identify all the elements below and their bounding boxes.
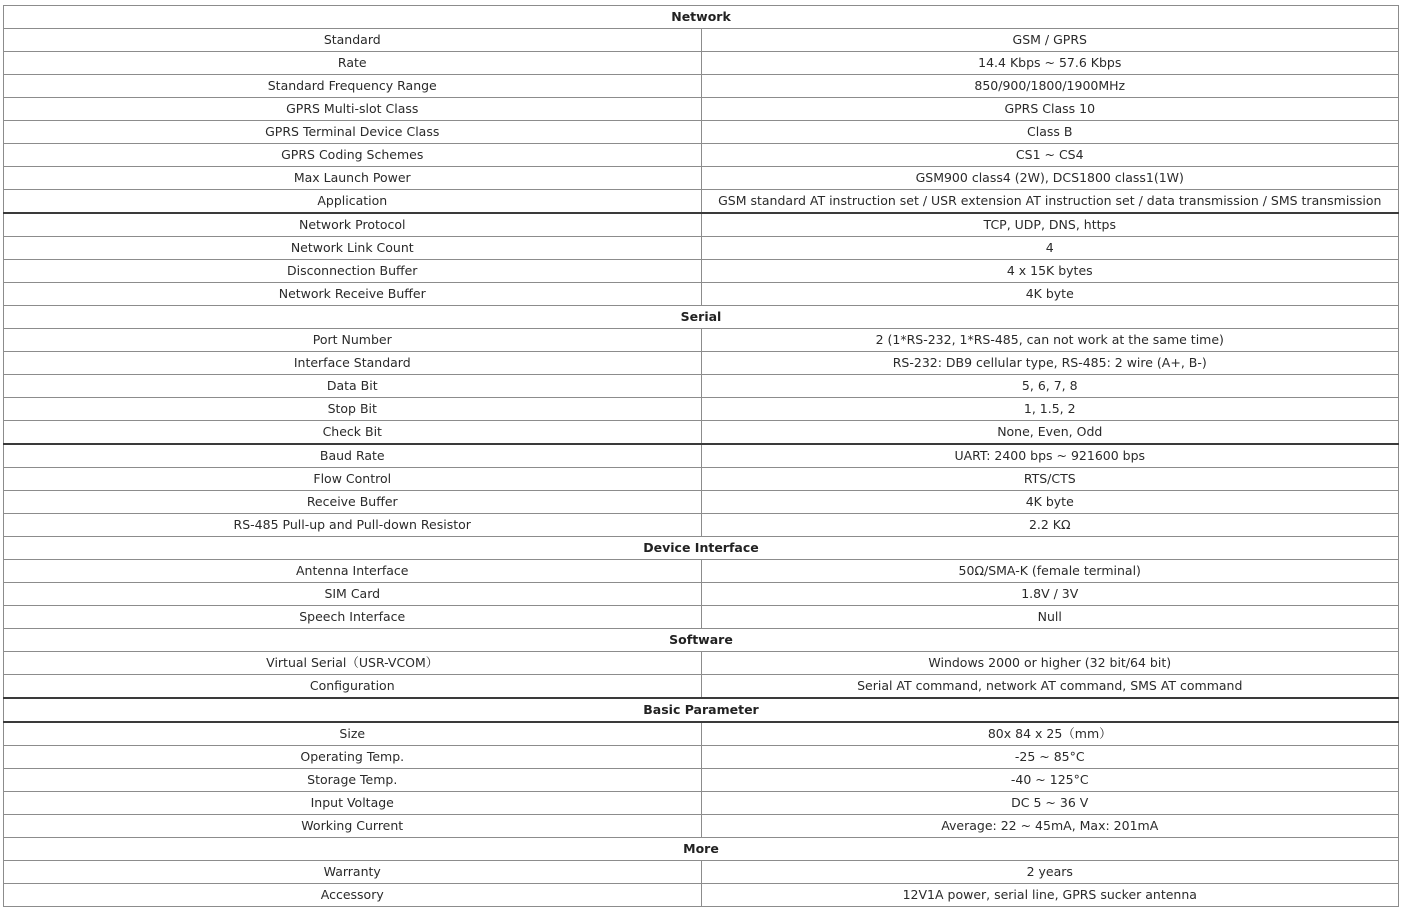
- spec-value: 2 years: [701, 861, 1399, 884]
- spec-label: Size: [4, 722, 702, 746]
- spec-value: 1, 1.5, 2: [701, 398, 1399, 421]
- spec-label: Accessory: [4, 884, 702, 907]
- spec-row: [4, 260, 1399, 283]
- spec-row: [4, 491, 1399, 514]
- spec-value: CS1 ~ CS4: [701, 144, 1399, 167]
- spec-value: Class B: [701, 121, 1399, 144]
- spec-value: 850/900/1800/1900MHz: [701, 75, 1399, 98]
- spec-row: [4, 352, 1399, 375]
- spec-value: 2.2 KΩ: [701, 514, 1399, 537]
- spec-row: [4, 722, 1399, 746]
- spec-value: GSM standard AT instruction set / USR extension AT instruction set / data transmission / SMS transmission: [701, 190, 1399, 214]
- spec-label: SIM Card: [4, 583, 702, 606]
- spec-value: GSM / GPRS: [701, 29, 1399, 52]
- spec-row: [4, 29, 1399, 52]
- spec-row: [4, 398, 1399, 421]
- spec-label: Baud Rate: [4, 444, 702, 468]
- spec-label: Max Launch Power: [4, 167, 702, 190]
- spec-row: [4, 375, 1399, 398]
- spec-value: 5, 6, 7, 8: [701, 375, 1399, 398]
- spec-row: [4, 190, 1399, 214]
- spec-value: Average: 22 ~ 45mA, Max: 201mA: [701, 815, 1399, 838]
- spec-row: [4, 329, 1399, 352]
- spec-row: [4, 52, 1399, 75]
- spec-row: [4, 121, 1399, 144]
- spec-row: [4, 167, 1399, 190]
- spec-row: [4, 75, 1399, 98]
- spec-row: [4, 652, 1399, 675]
- spec-label: Disconnection Buffer: [4, 260, 702, 283]
- spec-label: Antenna Interface: [4, 560, 702, 583]
- section-title: Network: [4, 6, 1399, 29]
- spec-label: GPRS Multi-slot Class: [4, 98, 702, 121]
- spec-label: Standard: [4, 29, 702, 52]
- spec-label: Working Current: [4, 815, 702, 838]
- section-title: Device Interface: [4, 537, 1399, 560]
- spec-row: [4, 421, 1399, 445]
- spec-row: [4, 583, 1399, 606]
- spec-label: Input Voltage: [4, 792, 702, 815]
- spec-value: -40 ~ 125°C: [701, 769, 1399, 792]
- spec-label: Configuration: [4, 675, 702, 699]
- spec-label: Interface Standard: [4, 352, 702, 375]
- spec-value: RS-232: DB9 cellular type, RS-485: 2 wire (A+, B-): [701, 352, 1399, 375]
- spec-label: GPRS Coding Schemes: [4, 144, 702, 167]
- spec-value: 4K byte: [701, 283, 1399, 306]
- spec-row: [4, 98, 1399, 121]
- spec-value: Null: [701, 606, 1399, 629]
- spec-row: [4, 283, 1399, 306]
- spec-value: 4: [701, 237, 1399, 260]
- spec-value: UART: 2400 bps ~ 921600 bps: [701, 444, 1399, 468]
- spec-value: 4 x 15K bytes: [701, 260, 1399, 283]
- section-header-row: [4, 838, 1399, 861]
- spec-value: None, Even, Odd: [701, 421, 1399, 445]
- section-title: Software: [4, 629, 1399, 652]
- spec-value: Serial AT command, network AT command, SMS AT command: [701, 675, 1399, 699]
- spec-label: Network Receive Buffer: [4, 283, 702, 306]
- spec-row: [4, 815, 1399, 838]
- spec-row: [4, 675, 1399, 699]
- spec-value: 2 (1*RS-232, 1*RS-485, can not work at the same time): [701, 329, 1399, 352]
- spec-label: Stop Bit: [4, 398, 702, 421]
- spec-label: Speech Interface: [4, 606, 702, 629]
- spec-row: [4, 514, 1399, 537]
- spec-label: Port Number: [4, 329, 702, 352]
- spec-label: Storage Temp.: [4, 769, 702, 792]
- spec-row: [4, 213, 1399, 237]
- spec-value: 4K byte: [701, 491, 1399, 514]
- spec-value: DC 5 ~ 36 V: [701, 792, 1399, 815]
- spec-value: 80x 84 x 25（mm）: [701, 722, 1399, 746]
- spec-label: Virtual Serial（USR-VCOM）: [4, 652, 702, 675]
- spec-row: [4, 237, 1399, 260]
- spec-row: [4, 144, 1399, 167]
- spec-label: GPRS Terminal Device Class: [4, 121, 702, 144]
- spec-row: [4, 884, 1399, 907]
- spec-row: [4, 861, 1399, 884]
- spec-label: Warranty: [4, 861, 702, 884]
- spec-value: 14.4 Kbps ~ 57.6 Kbps: [701, 52, 1399, 75]
- section-header-row: [4, 698, 1399, 722]
- spec-label: Data Bit: [4, 375, 702, 398]
- spec-value: 1.8V / 3V: [701, 583, 1399, 606]
- spec-label: Rate: [4, 52, 702, 75]
- section-title: More: [4, 838, 1399, 861]
- spec-value: 50Ω/SMA-K (female terminal): [701, 560, 1399, 583]
- section-header-row: [4, 306, 1399, 329]
- spec-value: 12V1A power, serial line, GPRS sucker antenna: [701, 884, 1399, 907]
- spec-label: Flow Control: [4, 468, 702, 491]
- spec-label: Application: [4, 190, 702, 214]
- spec-row: [4, 560, 1399, 583]
- section-header-row: [4, 6, 1399, 29]
- spec-value: TCP, UDP, DNS, https: [701, 213, 1399, 237]
- spec-label: Receive Buffer: [4, 491, 702, 514]
- section-title: Serial: [4, 306, 1399, 329]
- spec-value: GPRS Class 10: [701, 98, 1399, 121]
- spec-row: [4, 769, 1399, 792]
- spec-value: Windows 2000 or higher (32 bit/64 bit): [701, 652, 1399, 675]
- spec-label: Network Protocol: [4, 213, 702, 237]
- section-header-row: [4, 537, 1399, 560]
- spec-table: [3, 5, 1399, 907]
- spec-label: Standard Frequency Range: [4, 75, 702, 98]
- spec-row: [4, 606, 1399, 629]
- spec-table-body: [4, 6, 1399, 907]
- spec-label: RS-485 Pull-up and Pull-down Resistor: [4, 514, 702, 537]
- spec-row: [4, 468, 1399, 491]
- spec-row: [4, 444, 1399, 468]
- spec-value: GSM900 class4 (2W), DCS1800 class1(1W): [701, 167, 1399, 190]
- spec-label: Operating Temp.: [4, 746, 702, 769]
- spec-row: [4, 792, 1399, 815]
- spec-row: [4, 746, 1399, 769]
- spec-label: Network Link Count: [4, 237, 702, 260]
- section-header-row: [4, 629, 1399, 652]
- spec-label: Check Bit: [4, 421, 702, 445]
- spec-value: RTS/CTS: [701, 468, 1399, 491]
- section-title: Basic Parameter: [4, 698, 1399, 722]
- spec-value: -25 ~ 85°C: [701, 746, 1399, 769]
